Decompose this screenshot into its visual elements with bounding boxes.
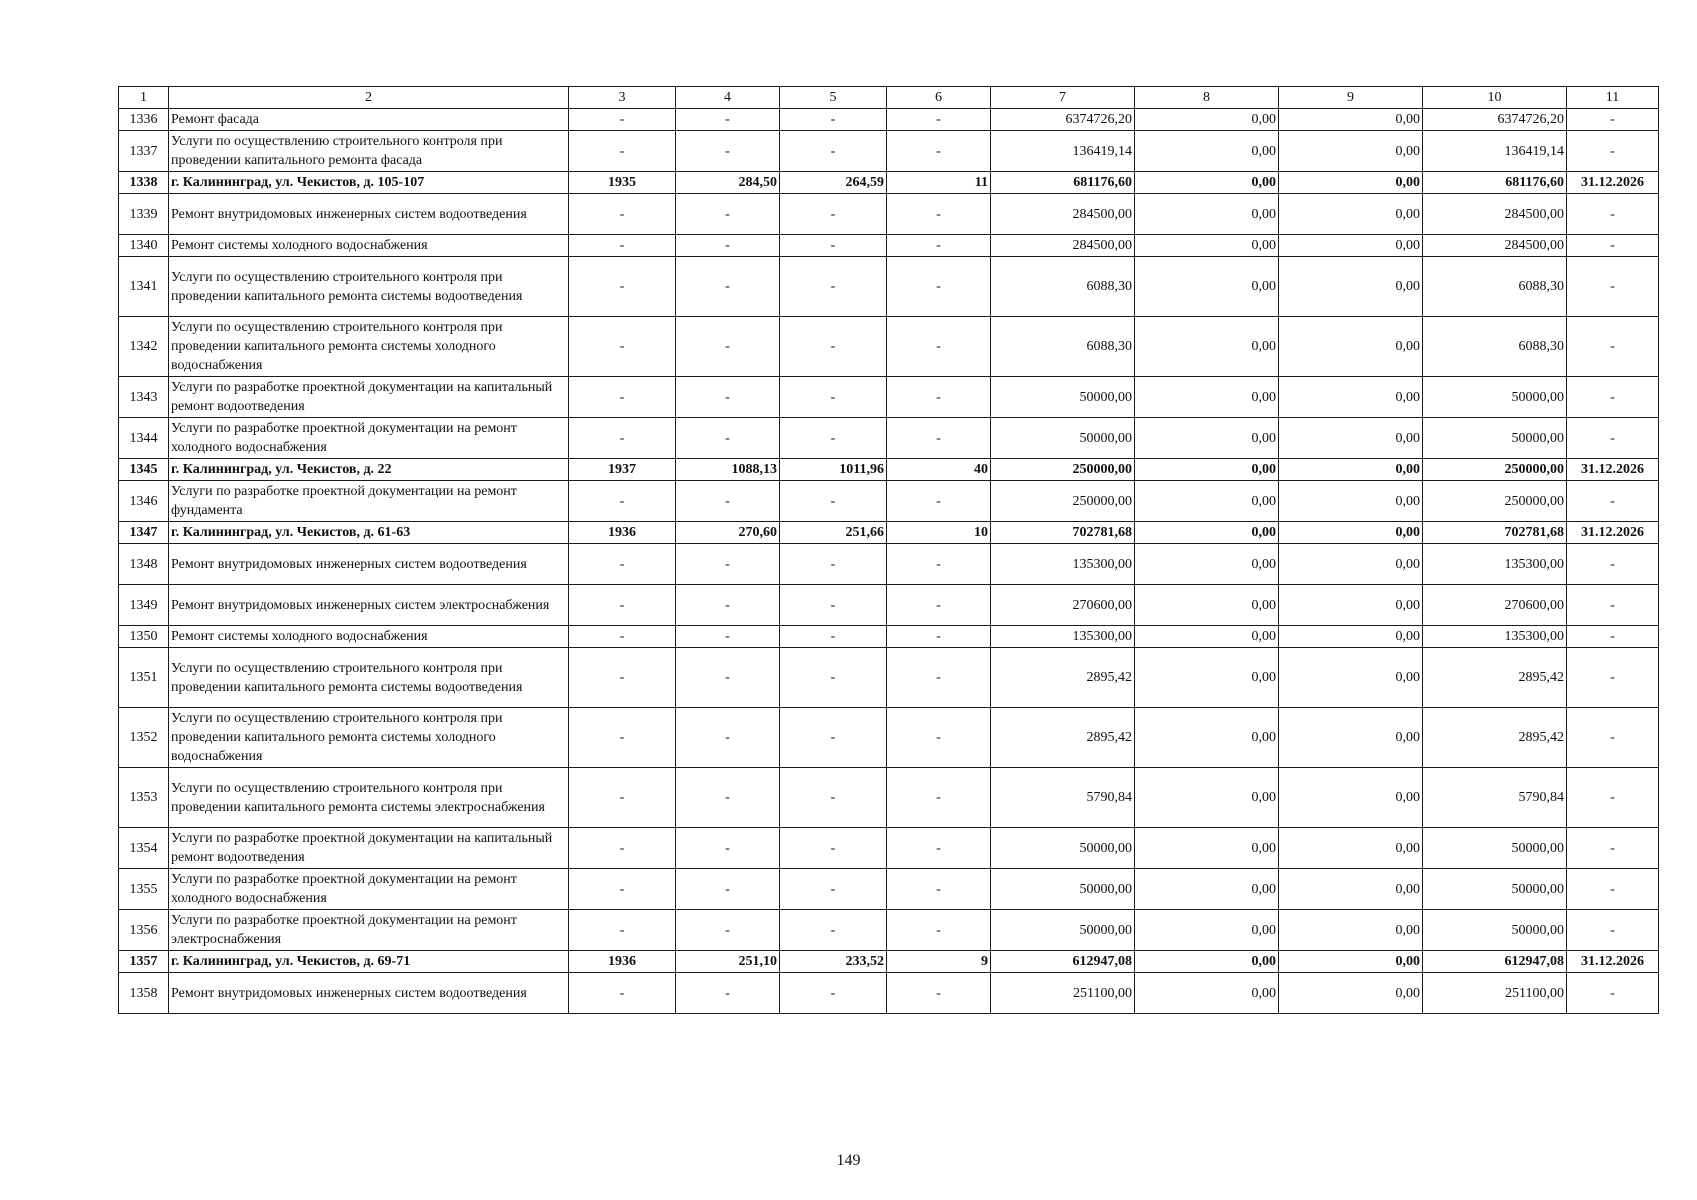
value-cell: 136419,14: [1423, 131, 1567, 172]
value-cell: -: [887, 131, 991, 172]
value-cell: 31.12.2026: [1567, 951, 1659, 973]
description-cell: г. Калининград, ул. Чекистов, д. 61-63: [169, 522, 569, 544]
description-cell: Услуги по осуществлению строительного контроля при проведении капитального ремонта системы водоотведения: [169, 648, 569, 708]
value-cell: 2895,42: [991, 648, 1135, 708]
value-cell: -: [676, 377, 780, 418]
row-number: 1355: [119, 869, 169, 910]
value-cell: 1088,13: [676, 459, 780, 481]
value-cell: 0,00: [1135, 768, 1279, 828]
value-cell: 31.12.2026: [1567, 172, 1659, 194]
description-cell: Ремонт системы холодного водоснабжения: [169, 235, 569, 257]
value-cell: -: [1567, 973, 1659, 1014]
value-cell: -: [569, 708, 676, 768]
value-cell: -: [676, 418, 780, 459]
value-cell: -: [887, 626, 991, 648]
works-table: [118, 86, 1659, 1014]
column-header: 9: [1279, 87, 1423, 109]
value-cell: -: [1567, 626, 1659, 648]
value-cell: 0,00: [1135, 481, 1279, 522]
description-cell: г. Калининград, ул. Чекистов, д. 69-71: [169, 951, 569, 973]
value-cell: 0,00: [1135, 585, 1279, 626]
value-cell: -: [569, 828, 676, 869]
value-cell: 1937: [569, 459, 676, 481]
value-cell: -: [569, 768, 676, 828]
value-cell: -: [780, 377, 887, 418]
row-number: 1347: [119, 522, 169, 544]
value-cell: 6088,30: [1423, 257, 1567, 317]
value-cell: 0,00: [1135, 194, 1279, 235]
value-cell: 0,00: [1279, 544, 1423, 585]
description-cell: Ремонт внутридомовых инженерных систем водоотведения: [169, 973, 569, 1014]
row-number: 1344: [119, 418, 169, 459]
value-cell: -: [887, 910, 991, 951]
row-number: 1338: [119, 172, 169, 194]
value-cell: 10: [887, 522, 991, 544]
value-cell: 136419,14: [991, 131, 1135, 172]
work-row: [119, 768, 1659, 828]
value-cell: 250000,00: [1423, 459, 1567, 481]
row-number: 1351: [119, 648, 169, 708]
work-row: [119, 973, 1659, 1014]
value-cell: -: [887, 235, 991, 257]
value-cell: -: [1567, 585, 1659, 626]
value-cell: 0,00: [1279, 172, 1423, 194]
value-cell: 250000,00: [991, 459, 1135, 481]
work-row: [119, 626, 1659, 648]
value-cell: 681176,60: [991, 172, 1135, 194]
value-cell: 0,00: [1135, 131, 1279, 172]
work-row: [119, 828, 1659, 869]
value-cell: 0,00: [1279, 648, 1423, 708]
value-cell: 1936: [569, 522, 676, 544]
value-cell: 284500,00: [991, 235, 1135, 257]
row-number: 1337: [119, 131, 169, 172]
value-cell: -: [780, 910, 887, 951]
value-cell: -: [676, 235, 780, 257]
value-cell: 50000,00: [991, 377, 1135, 418]
value-cell: 0,00: [1279, 257, 1423, 317]
value-cell: 0,00: [1135, 522, 1279, 544]
value-cell: 284500,00: [1423, 235, 1567, 257]
value-cell: -: [569, 626, 676, 648]
value-cell: 251,10: [676, 951, 780, 973]
value-cell: 0,00: [1135, 869, 1279, 910]
row-number: 1341: [119, 257, 169, 317]
value-cell: -: [569, 585, 676, 626]
value-cell: 1011,96: [780, 459, 887, 481]
value-cell: -: [1567, 768, 1659, 828]
value-cell: -: [676, 768, 780, 828]
value-cell: 1935: [569, 172, 676, 194]
value-cell: -: [887, 481, 991, 522]
value-cell: 50000,00: [1423, 910, 1567, 951]
value-cell: 0,00: [1279, 951, 1423, 973]
value-cell: -: [887, 317, 991, 377]
work-row: [119, 131, 1659, 172]
description-cell: Ремонт фасада: [169, 109, 569, 131]
value-cell: 50000,00: [991, 910, 1135, 951]
value-cell: 6088,30: [1423, 317, 1567, 377]
value-cell: -: [676, 257, 780, 317]
value-cell: -: [887, 973, 991, 1014]
value-cell: 0,00: [1279, 194, 1423, 235]
value-cell: 0,00: [1279, 869, 1423, 910]
value-cell: -: [887, 377, 991, 418]
value-cell: -: [780, 626, 887, 648]
value-cell: 250000,00: [991, 481, 1135, 522]
value-cell: -: [569, 235, 676, 257]
description-cell: Услуги по разработке проектной документации на ремонт электроснабжения: [169, 910, 569, 951]
value-cell: -: [676, 585, 780, 626]
work-row: [119, 235, 1659, 257]
value-cell: -: [569, 109, 676, 131]
value-cell: -: [1567, 481, 1659, 522]
column-header: 1: [119, 87, 169, 109]
value-cell: -: [780, 235, 887, 257]
value-cell: 0,00: [1279, 481, 1423, 522]
description-cell: Ремонт системы холодного водоснабжения: [169, 626, 569, 648]
value-cell: -: [1567, 648, 1659, 708]
value-cell: -: [1567, 235, 1659, 257]
description-cell: Услуги по осуществлению строительного контроля при проведении капитального ремонта системы электроснабжения: [169, 768, 569, 828]
value-cell: -: [780, 257, 887, 317]
row-number: 1353: [119, 768, 169, 828]
description-cell: Ремонт внутридомовых инженерных систем водоотведения: [169, 544, 569, 585]
value-cell: 0,00: [1279, 131, 1423, 172]
value-cell: 264,59: [780, 172, 887, 194]
value-cell: 50000,00: [991, 418, 1135, 459]
value-cell: 2895,42: [1423, 648, 1567, 708]
value-cell: -: [887, 648, 991, 708]
value-cell: 0,00: [1135, 235, 1279, 257]
value-cell: 135300,00: [1423, 626, 1567, 648]
value-cell: -: [569, 910, 676, 951]
description-cell: Ремонт внутридомовых инженерных систем водоотведения: [169, 194, 569, 235]
value-cell: 2895,42: [1423, 708, 1567, 768]
value-cell: 50000,00: [1423, 418, 1567, 459]
value-cell: -: [569, 194, 676, 235]
row-number: 1336: [119, 109, 169, 131]
value-cell: 1936: [569, 951, 676, 973]
row-number: 1342: [119, 317, 169, 377]
address-row: [119, 172, 1659, 194]
value-cell: 6374726,20: [1423, 109, 1567, 131]
value-cell: 251100,00: [991, 973, 1135, 1014]
row-number: 1340: [119, 235, 169, 257]
value-cell: 0,00: [1279, 626, 1423, 648]
value-cell: -: [887, 869, 991, 910]
work-row: [119, 109, 1659, 131]
value-cell: -: [676, 481, 780, 522]
work-row: [119, 910, 1659, 951]
description-cell: Услуги по разработке проектной документации на капитальный ремонт водоотведения: [169, 828, 569, 869]
value-cell: -: [1567, 708, 1659, 768]
column-header: 11: [1567, 87, 1659, 109]
value-cell: -: [1567, 828, 1659, 869]
value-cell: -: [676, 131, 780, 172]
value-cell: -: [780, 418, 887, 459]
value-cell: 612947,08: [1423, 951, 1567, 973]
value-cell: -: [569, 317, 676, 377]
column-header: 10: [1423, 87, 1567, 109]
value-cell: -: [676, 828, 780, 869]
row-number: 1356: [119, 910, 169, 951]
row-number: 1354: [119, 828, 169, 869]
work-row: [119, 648, 1659, 708]
value-cell: 0,00: [1279, 522, 1423, 544]
value-cell: 702781,68: [991, 522, 1135, 544]
value-cell: -: [780, 768, 887, 828]
row-number: 1357: [119, 951, 169, 973]
address-row: [119, 459, 1659, 481]
value-cell: -: [676, 869, 780, 910]
value-cell: -: [1567, 317, 1659, 377]
row-number: 1358: [119, 973, 169, 1014]
page-number: 149: [836, 1152, 861, 1169]
value-cell: -: [676, 317, 780, 377]
value-cell: 250000,00: [1423, 481, 1567, 522]
value-cell: -: [569, 648, 676, 708]
value-cell: 284,50: [676, 172, 780, 194]
value-cell: 270600,00: [1423, 585, 1567, 626]
description-cell: г. Калининград, ул. Чекистов, д. 22: [169, 459, 569, 481]
value-cell: -: [569, 869, 676, 910]
value-cell: 31.12.2026: [1567, 459, 1659, 481]
value-cell: 0,00: [1279, 768, 1423, 828]
value-cell: -: [1567, 109, 1659, 131]
work-row: [119, 194, 1659, 235]
address-row: [119, 951, 1659, 973]
work-row: [119, 257, 1659, 317]
value-cell: 0,00: [1135, 708, 1279, 768]
column-header: 3: [569, 87, 676, 109]
description-cell: Услуги по осуществлению строительного контроля при проведении капитального ремонта системы холодного водоснабжения: [169, 317, 569, 377]
value-cell: -: [780, 973, 887, 1014]
value-cell: 0,00: [1135, 377, 1279, 418]
value-cell: -: [887, 585, 991, 626]
value-cell: -: [569, 481, 676, 522]
value-cell: 0,00: [1279, 828, 1423, 869]
work-row: [119, 585, 1659, 626]
value-cell: -: [569, 973, 676, 1014]
value-cell: 270600,00: [991, 585, 1135, 626]
description-cell: Услуги по осуществлению строительного контроля при проведении капитального ремонта системы водоотведения: [169, 257, 569, 317]
value-cell: -: [676, 544, 780, 585]
work-row: [119, 317, 1659, 377]
value-cell: 5790,84: [1423, 768, 1567, 828]
value-cell: 0,00: [1279, 585, 1423, 626]
value-cell: -: [1567, 869, 1659, 910]
work-row: [119, 544, 1659, 585]
column-header: 7: [991, 87, 1135, 109]
value-cell: 5790,84: [991, 768, 1135, 828]
value-cell: 0,00: [1279, 910, 1423, 951]
value-cell: -: [887, 257, 991, 317]
value-cell: 0,00: [1279, 973, 1423, 1014]
row-number: 1349: [119, 585, 169, 626]
value-cell: -: [1567, 544, 1659, 585]
value-cell: -: [780, 194, 887, 235]
value-cell: 0,00: [1135, 459, 1279, 481]
value-cell: 270,60: [676, 522, 780, 544]
value-cell: 702781,68: [1423, 522, 1567, 544]
value-cell: 6088,30: [991, 317, 1135, 377]
value-cell: -: [676, 194, 780, 235]
value-cell: -: [780, 109, 887, 131]
value-cell: -: [887, 194, 991, 235]
value-cell: 251,66: [780, 522, 887, 544]
column-header: 8: [1135, 87, 1279, 109]
column-header: 6: [887, 87, 991, 109]
value-cell: -: [780, 481, 887, 522]
value-cell: -: [780, 828, 887, 869]
value-cell: 31.12.2026: [1567, 522, 1659, 544]
row-number: 1348: [119, 544, 169, 585]
value-cell: 251100,00: [1423, 973, 1567, 1014]
value-cell: 6374726,20: [991, 109, 1135, 131]
value-cell: -: [569, 131, 676, 172]
value-cell: 135300,00: [991, 626, 1135, 648]
description-cell: Услуги по разработке проектной документации на капитальный ремонт водоотведения: [169, 377, 569, 418]
value-cell: 0,00: [1135, 544, 1279, 585]
value-cell: 6088,30: [991, 257, 1135, 317]
description-cell: Ремонт внутридомовых инженерных систем электроснабжения: [169, 585, 569, 626]
value-cell: -: [780, 131, 887, 172]
value-cell: -: [569, 418, 676, 459]
value-cell: 50000,00: [991, 869, 1135, 910]
value-cell: -: [1567, 257, 1659, 317]
value-cell: -: [569, 377, 676, 418]
value-cell: -: [1567, 910, 1659, 951]
value-cell: 233,52: [780, 951, 887, 973]
value-cell: -: [676, 626, 780, 648]
value-cell: 0,00: [1135, 910, 1279, 951]
work-row: [119, 708, 1659, 768]
value-cell: 681176,60: [1423, 172, 1567, 194]
value-cell: -: [887, 768, 991, 828]
value-cell: 0,00: [1135, 418, 1279, 459]
description-cell: Услуги по разработке проектной документации на ремонт холодного водоснабжения: [169, 869, 569, 910]
description-cell: г. Калининград, ул. Чекистов, д. 105-107: [169, 172, 569, 194]
value-cell: -: [1567, 377, 1659, 418]
value-cell: -: [676, 973, 780, 1014]
value-cell: -: [780, 544, 887, 585]
value-cell: 0,00: [1279, 317, 1423, 377]
value-cell: -: [887, 418, 991, 459]
value-cell: -: [780, 648, 887, 708]
value-cell: 284500,00: [1423, 194, 1567, 235]
value-cell: 40: [887, 459, 991, 481]
row-number: 1350: [119, 626, 169, 648]
value-cell: -: [676, 708, 780, 768]
value-cell: 50000,00: [1423, 869, 1567, 910]
value-cell: 0,00: [1135, 257, 1279, 317]
value-cell: 0,00: [1279, 708, 1423, 768]
value-cell: -: [1567, 418, 1659, 459]
work-row: [119, 869, 1659, 910]
value-cell: -: [780, 585, 887, 626]
value-cell: 50000,00: [1423, 377, 1567, 418]
value-cell: 612947,08: [991, 951, 1135, 973]
column-header: 5: [780, 87, 887, 109]
value-cell: -: [887, 828, 991, 869]
work-row: [119, 481, 1659, 522]
value-cell: 0,00: [1135, 951, 1279, 973]
value-cell: 284500,00: [991, 194, 1135, 235]
value-cell: 50000,00: [1423, 828, 1567, 869]
header-row: [119, 87, 1659, 109]
value-cell: 0,00: [1135, 317, 1279, 377]
value-cell: -: [780, 708, 887, 768]
value-cell: 0,00: [1135, 828, 1279, 869]
value-cell: 2895,42: [991, 708, 1135, 768]
row-number: 1346: [119, 481, 169, 522]
description-cell: Услуги по разработке проектной документации на ремонт холодного водоснабжения: [169, 418, 569, 459]
description-cell: Услуги по осуществлению строительного контроля при проведении капитального ремонта фасада: [169, 131, 569, 172]
column-header: 4: [676, 87, 780, 109]
address-row: [119, 522, 1659, 544]
value-cell: -: [1567, 194, 1659, 235]
value-cell: 0,00: [1279, 377, 1423, 418]
row-number: 1345: [119, 459, 169, 481]
description-cell: Услуги по осуществлению строительного контроля при проведении капитального ремонта системы холодного водоснабжения: [169, 708, 569, 768]
column-header: 2: [169, 87, 569, 109]
value-cell: 50000,00: [991, 828, 1135, 869]
value-cell: 0,00: [1135, 626, 1279, 648]
value-cell: 9: [887, 951, 991, 973]
value-cell: -: [780, 317, 887, 377]
row-number: 1339: [119, 194, 169, 235]
value-cell: 0,00: [1279, 235, 1423, 257]
value-cell: 0,00: [1279, 109, 1423, 131]
work-row: [119, 418, 1659, 459]
row-number: 1343: [119, 377, 169, 418]
work-row: [119, 377, 1659, 418]
row-number: 1352: [119, 708, 169, 768]
value-cell: 0,00: [1279, 418, 1423, 459]
value-cell: -: [887, 544, 991, 585]
value-cell: -: [780, 869, 887, 910]
value-cell: 0,00: [1135, 648, 1279, 708]
value-cell: 0,00: [1135, 109, 1279, 131]
value-cell: -: [1567, 131, 1659, 172]
value-cell: 135300,00: [991, 544, 1135, 585]
value-cell: -: [569, 544, 676, 585]
value-cell: -: [887, 708, 991, 768]
value-cell: -: [569, 257, 676, 317]
value-cell: 0,00: [1135, 172, 1279, 194]
description-cell: Услуги по разработке проектной документации на ремонт фундамента: [169, 481, 569, 522]
value-cell: -: [676, 910, 780, 951]
value-cell: -: [887, 109, 991, 131]
value-cell: 11: [887, 172, 991, 194]
value-cell: 135300,00: [1423, 544, 1567, 585]
value-cell: -: [676, 648, 780, 708]
value-cell: 0,00: [1279, 459, 1423, 481]
value-cell: 0,00: [1135, 973, 1279, 1014]
value-cell: -: [676, 109, 780, 131]
